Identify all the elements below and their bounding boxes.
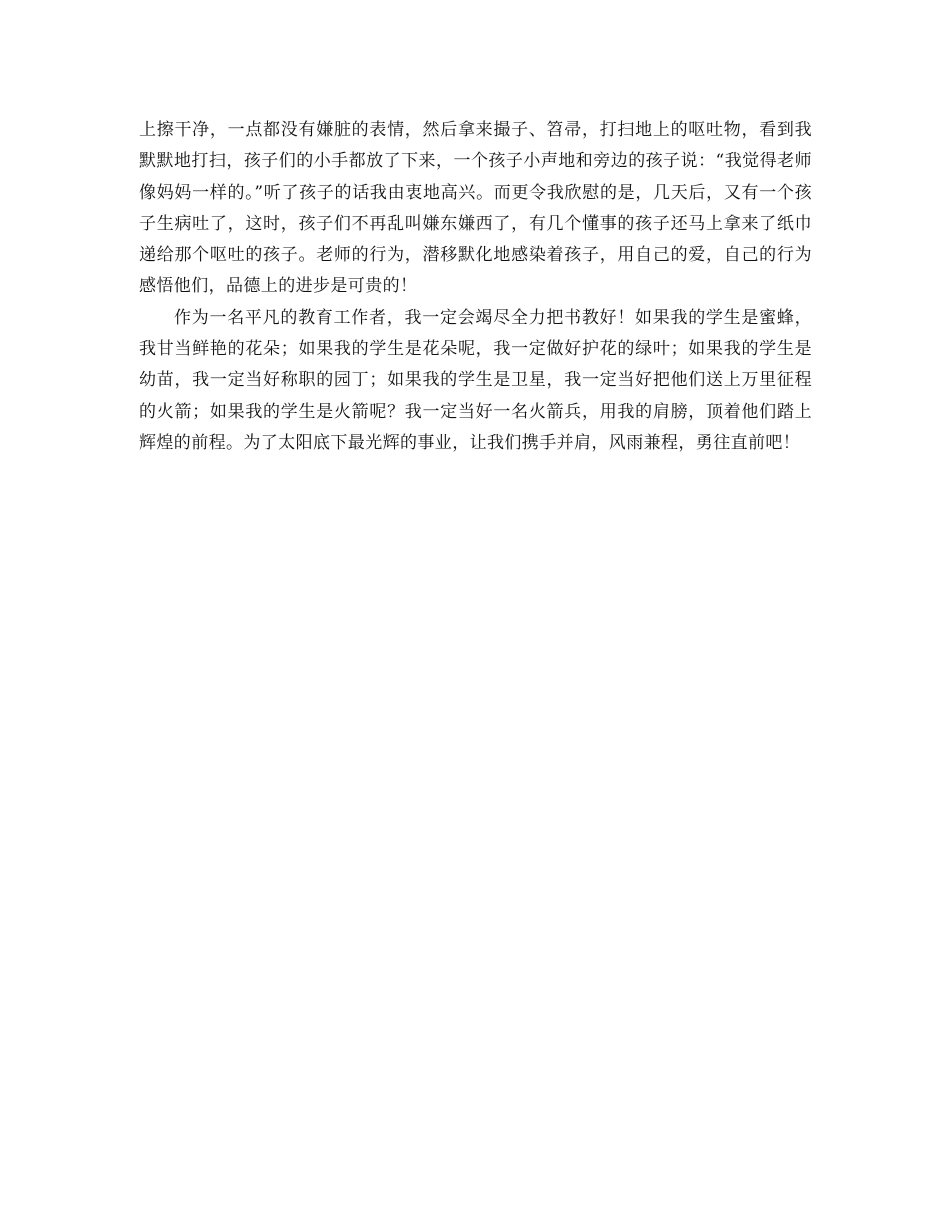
paragraph-closing: 作为一名平凡的教育工作者，我一定会竭尽全力把书教好！如果我的学生是蜜蜂，我甘当鲜艳的花朵；如果我的学生是花朵呢，我一定做好护花的绿叶；如果我的学生是幼苗，我一定当好称职的园丁；如果我的学生是卫星，我一定当好把他们送上万里征程的火箭；如果我的学生是火箭呢？我一定当好一名火箭兵，用我的肩膀，顶着他们踏上辉煌的前程。为了太阳底下最光辉的事业，让我们携手并肩，风雨兼程，勇往直前吧！: [139, 307, 812, 453]
document-body: [139, 115, 812, 459]
paragraph-continued: 上擦干净，一点都没有嫌脏的表情，然后拿来撮子、笤帚，打扫地上的呕吐物，看到我默默地打扫，孩子们的小手都放了下来，一个孩子小声地和旁边的孩子说：“我觉得老师像妈妈一样的。”听了孩子的话我由衷地高兴。而更令我欣慰的是，几天后，又有一个孩子生病吐了，这时，孩子们不再乱叫嫌东嫌西了，有几个懂事的孩子还马上拿来了纸巾递给那个呕吐的孩子。老师的行为，潜移默化地感染着孩子，用自己的爱，自己的行为感悟他们，品德上的进步是可贵的！: [139, 120, 812, 297]
